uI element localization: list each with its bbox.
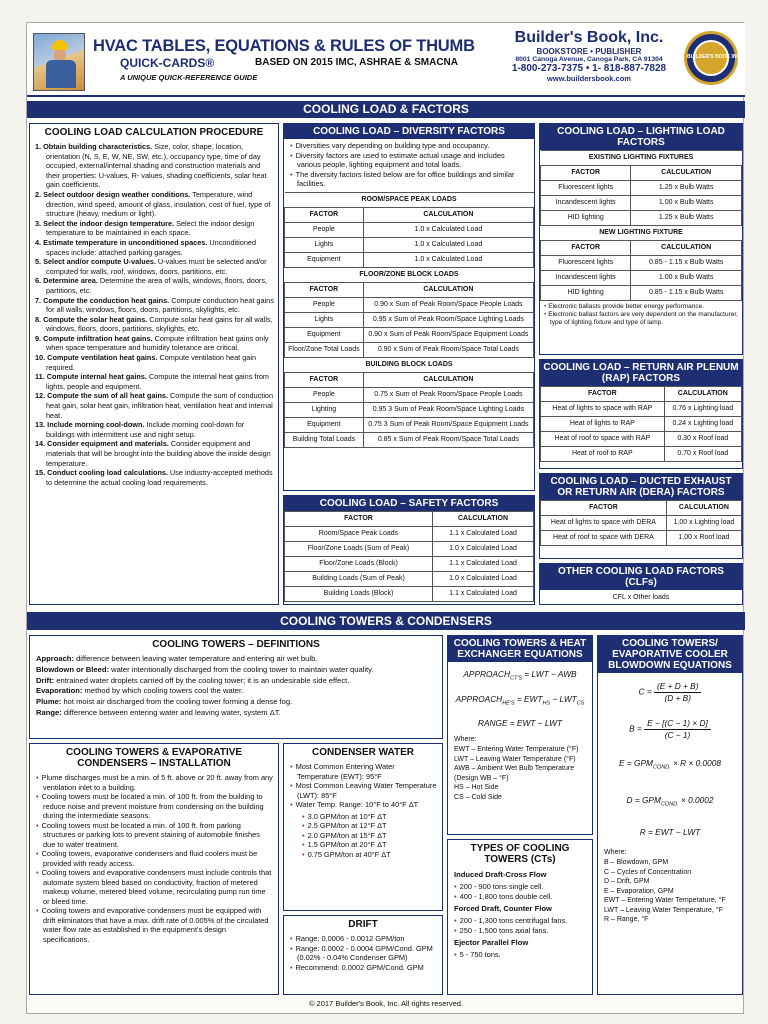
factor-cell: Lights	[285, 237, 364, 252]
legend-item: R – Range, °F	[604, 916, 649, 924]
procedure-step-heading: 7. Compute the conduction heat gains.	[35, 295, 170, 305]
calculation-cell: 1.0 x Calculated Load	[363, 252, 533, 267]
group-heading: EXISTING LIGHTING FIXTURES	[541, 151, 742, 166]
calculation-cell: 1.1 x Calculated Load	[433, 557, 534, 572]
table-row	[285, 542, 534, 557]
legend-item: LWT – Leaving Water Temperature, °F	[604, 906, 723, 914]
quick-cards-label: QUICK-CARDS®	[120, 56, 215, 70]
publisher-address: 8001 Canoga Avenue, Canoga Park, CA 91304	[515, 56, 663, 63]
table-row	[285, 572, 534, 587]
procedure-title: COOLING LOAD CALCULATION PROCEDURE	[44, 127, 264, 138]
table-row	[541, 402, 742, 417]
factor-cell: Incandescent lights	[541, 196, 631, 211]
condenser-bullets	[284, 760, 442, 810]
lighting-table	[540, 150, 742, 301]
table-row	[541, 181, 742, 196]
table-row	[541, 256, 742, 271]
technician-photo	[33, 33, 85, 91]
condenser-bullet: • Most Common Leaving Water Temperature (LWT): 85°F	[288, 781, 438, 800]
calculation-cell: 0.30 x Roof load	[664, 432, 741, 447]
definition-text: difference between entering water and leaving water, system ΔT.	[61, 707, 281, 717]
procedure-step	[35, 190, 274, 219]
types-ejector-list	[448, 948, 592, 960]
hx-legend: Where: EWT – Entering Water Temperature (°F) LWT – Leaving Water Temperature (°F) AWB – Ambient Wet Bulb Temperature (Design WB – °F) HS – Hot Side CS – Cold Side	[448, 729, 592, 802]
definition-text: method by which cooling towers cool the water.	[82, 686, 244, 696]
publisher-website[interactable]: www.buildersbook.com	[547, 74, 631, 83]
procedure-step	[35, 353, 274, 372]
definition-item	[36, 654, 436, 665]
factor-cell: Incandescent lights	[541, 271, 631, 286]
procedure-step-text: U-values must be selected and/or computed for walls, roof, windows, doors, partitions, etc.	[46, 257, 267, 276]
group-heading: FLOOR/ZONE BLOCK LOADS	[285, 267, 534, 282]
lighting-box	[539, 123, 743, 355]
diversity-title: COOLING LOAD – DIVERSITY FACTORS	[284, 124, 534, 139]
procedure-step-text: Size, color, shape, location, orientation (N, S, E, W, NE, SW, etc.), occupancy type, time of day occupied, external/internal shading and construction materials and their properties: U-values, R- values, shading coefficients, solar heat gain coefficients.	[46, 142, 267, 190]
table-row	[541, 271, 742, 286]
definition-term: Approach:	[36, 654, 74, 663]
lighting-note: • Electronic ballast factors are very dependent on the manufacturer, type of lighting fixture and type of lamp.	[543, 311, 739, 327]
dera-box	[539, 473, 743, 559]
procedure-box	[29, 123, 279, 605]
table-row	[285, 432, 534, 447]
type-item: • 200 - 900 tons single cell.	[452, 882, 588, 892]
legend-item: D – Drift, GPM	[604, 878, 650, 886]
factor-cell: Floor/Zone Loads (Block)	[285, 557, 433, 572]
condenser-bullet: • Water Temp. Range: 10°F to 40°F ΔT	[288, 800, 438, 810]
procedure-step-heading: 10. Compute ventilation heat gains.	[35, 353, 158, 363]
safety-box	[283, 495, 535, 605]
calculation-cell: 0.85 - 1.15 x Bulb Watts	[631, 286, 742, 301]
flow-rate-item: • 3.0 GPM/ton at 10°F ΔT	[300, 812, 438, 822]
procedure-step	[35, 391, 274, 420]
col-header-calculation: CALCULATION	[433, 512, 534, 527]
evaporation-equation: $E = GPM_{COND.} \times R \times 0.0008$	[619, 758, 721, 771]
drift-bullet: • Range: 0.0002 - 0.0004 GPM/Cond. GPM (0.02% - 0.04% Condenser GPM)	[288, 944, 438, 963]
definition-term: Evaporation:	[36, 686, 83, 696]
factor-cell: Floor/Zone Loads (Sum of Peak)	[285, 542, 433, 557]
lighting-note: • Electronic ballasts provide better energy performance.	[543, 303, 739, 311]
procedure-step-text: Compute the internal heat gains from lights, people and equipment.	[46, 372, 270, 391]
flow-rate-item: • 1.5 GPM/ton at 20°F ΔT	[300, 840, 438, 850]
procedure-step-text: Determine the area of walls, windows, floors, doors, partitions, etc.	[46, 276, 267, 295]
table-row	[285, 342, 534, 357]
condenser-bullet: • Most Common Entering Water Temperature (EWT): 95°F	[288, 762, 438, 781]
legend-item: HS – Hot Side	[454, 784, 499, 792]
col-header-calculation: CALCULATION	[363, 282, 533, 297]
factor-cell: Equipment	[285, 417, 364, 432]
legend-item: B – Blowdown, GPM	[604, 858, 669, 866]
types-forced-list	[448, 914, 592, 935]
procedure-step-text: Include morning cool-down for buildings with intermittent use and night setup.	[46, 420, 245, 439]
procedure-step	[35, 238, 274, 257]
types-box	[447, 839, 593, 995]
definition-text: entrained water droplets carried off by the cooling tower; it is an undesirable side effect.	[54, 675, 350, 685]
procedure-step-text: Compute conduction heat gains for all walls, windows, floors, doors, partitions, skylights, etc.	[46, 295, 274, 315]
installation-bullet: • Cooling towers, evaporative condensers and fluid coolers must be provided with ready access.	[34, 849, 274, 868]
table-row	[285, 312, 534, 327]
procedure-step-heading: 5. Select and/or compute U-values.	[35, 257, 156, 267]
procedure-step-heading: 13. Include morning cool-down.	[35, 420, 145, 430]
approach-ct-equation: $APPROACH_{CT'S}$ = LWT − AWB	[463, 669, 577, 682]
calculation-cell: 1.00 x Bulb Watts	[631, 196, 742, 211]
procedure-step-heading: 14. Consider equipment and materials.	[35, 439, 169, 449]
installation-title: COOLING TOWERS & EVAPORATIVE CONDENSERS – INSTALLATION	[65, 747, 243, 769]
legend-item: C – Cycles of Concentration	[604, 868, 692, 876]
diversity-bullet: • Diversities vary depending on building type and occupancy.	[288, 141, 530, 151]
calculation-cell: 1.0 x Calculated Load	[363, 222, 533, 237]
procedure-step-text: Compute infiltration heat gains only when space temperature and humidity tolerance are critical.	[46, 333, 269, 353]
approach-he-equation: $APPROACH_{HE'S} = EWT_{HS} - LWT_{CS}$	[455, 693, 585, 707]
definition-text: water intentionally discharged from the cooling tower to maintain water quality.	[108, 664, 374, 674]
factor-cell: Lights	[285, 312, 364, 327]
group-heading: ROOM/SPACE PEAK LOADS	[285, 192, 534, 207]
procedure-step	[35, 276, 274, 295]
factor-cell: Building Total Loads	[285, 432, 364, 447]
procedure-step	[35, 257, 274, 276]
table-row	[285, 402, 534, 417]
procedure-step-heading: 9. Compute infiltration heat gains.	[35, 333, 153, 343]
procedure-step-text: Consider equipment and materials that will be brought into the building above the inside design temperature.	[46, 439, 271, 468]
calculation-cell: 1.0 x Calculated Load	[433, 542, 534, 557]
condenser-title: CONDENSER WATER	[311, 747, 415, 758]
diversity-bullet: • Diversity factors are used to estimate actual usage and includes various people, lighting equipment and total loads.	[288, 151, 530, 170]
definition-term: Blowdown or Bleed:	[36, 664, 109, 674]
drift-bullet: • Range: 0.0006 - 0.0012 GPM/ton	[288, 934, 438, 944]
table-row	[285, 297, 534, 312]
installation-box	[29, 743, 279, 995]
procedure-step-heading: 11. Compute internal heat gains.	[35, 372, 147, 382]
col-header-calculation: CALCULATION	[363, 372, 533, 387]
procedure-step-text: Use industry-accepted methods to determine the actual cooling load requirements.	[46, 468, 273, 487]
installation-bullets	[30, 771, 278, 944]
calculation-cell: 1.25 x Bulb Watts	[631, 181, 742, 196]
calculation-cell: 0.90 x Sum of Peak Room/Space Total Loads	[363, 342, 533, 357]
definition-item	[36, 697, 436, 708]
publisher-name: Builder's Book, Inc.	[514, 29, 664, 46]
table-row	[285, 417, 534, 432]
col-header-factor: FACTOR	[285, 372, 364, 387]
clf-text: CFL x Other loads	[612, 594, 670, 601]
procedure-step-heading: 1. Obtain building characteristics.	[35, 142, 153, 151]
procedure-step	[35, 372, 274, 391]
diversity-bullets	[284, 139, 534, 189]
publisher-phone: 1-800-273-7375 • 1- 818-887-7828	[511, 63, 667, 74]
procedure-step	[35, 315, 274, 334]
col-header-factor: FACTOR	[541, 387, 665, 402]
tagline: A UNIQUE QUICK-REFERENCE GUIDE	[120, 73, 258, 82]
calculation-cell: 0.85 - 1.15 x Bulb Watts	[631, 256, 742, 271]
table-row	[285, 222, 534, 237]
calculation-cell: 1.00 x Lighting load	[666, 516, 741, 531]
procedure-step-heading: 8. Compute the solar heat gains.	[35, 314, 148, 324]
procedure-step-heading: 6. Determine area.	[35, 276, 98, 286]
factor-cell: HID lighting	[541, 286, 631, 301]
definition-item	[36, 665, 436, 676]
diversity-box	[283, 123, 535, 491]
definition-text: difference between leaving water temperature and entering air wet bulb.	[73, 654, 318, 663]
definitions-title: COOLING TOWERS – DEFINITIONS	[152, 639, 320, 650]
table-row	[541, 196, 742, 211]
procedure-step-text: Compute solar heat gains for all walls, windows, floors, doors, partitions, skylights, etc.	[46, 314, 273, 334]
blowdown-title: COOLING TOWERS/ EVAPORATIVE COOLER BLOWDOWN EQUATIONS	[598, 636, 742, 673]
flow-rate-item: • 2.0 GPM/ton at 15°F ΔT	[300, 831, 438, 841]
calculation-cell: 0.70 x Roof load	[664, 447, 741, 462]
publisher-block	[499, 29, 679, 83]
dera-table	[540, 500, 742, 546]
legend-item: EWT – Entering Water Temperature (°F)	[454, 745, 579, 753]
procedure-step	[35, 219, 274, 238]
types-ejector-heading: Ejector Parallel Flow	[454, 938, 529, 947]
calculation-cell: 1.00 x Bulb Watts	[631, 271, 742, 286]
col-header-calculation: CALCULATION	[631, 241, 742, 256]
blowdown-box	[597, 635, 743, 995]
condenser-box	[283, 743, 443, 911]
definitions-box	[29, 635, 443, 739]
legend-item: CS – Cold Side	[454, 793, 502, 801]
publisher-seal-logo: BUILDER'S BOOK INC.	[684, 31, 738, 85]
types-forced-heading: Forced Draft, Counter Flow	[454, 904, 552, 913]
procedure-step	[35, 468, 274, 487]
calculation-cell: 0.85 x Sum of Peak Room/Space Total Loads	[363, 432, 533, 447]
definition-item	[36, 708, 436, 719]
definition-term: Drift:	[36, 675, 55, 685]
diversity-bullet: • The diversity factors listed below are for office buildings and similar facilities.	[288, 170, 530, 189]
legend-item: LWT – Leaving Water Temperature (°F)	[454, 755, 576, 763]
col-header-calculation: CALCULATION	[664, 387, 741, 402]
range-equation: RANGE = EWT − LWT	[477, 718, 563, 729]
types-title: TYPES OF COOLING TOWERS (CTs)	[470, 843, 570, 865]
procedure-step-text: Compute the sum of conduction heat gain, solar heat gain, infiltration heat, ventilation heat and internal heat.	[46, 391, 274, 420]
procedure-step-heading: 4. Estimate temperature in unconditioned spaces.	[35, 237, 208, 247]
calculation-cell: 0.95 x Sum of Peak Room/Space Lighting Loads	[363, 312, 533, 327]
table-row	[285, 327, 534, 342]
header	[27, 23, 745, 97]
col-header-factor: FACTOR	[541, 166, 631, 181]
calculation-cell: 1.0 x Calculated Load	[433, 572, 534, 587]
calculation-cell: 0.24 x Lighting load	[664, 417, 741, 432]
table-row	[285, 237, 534, 252]
flow-rate-item: • 0.75 GPM/ton at 40°F ΔT	[300, 850, 438, 860]
publisher-sub: BOOKSTORE • PUBLISHER	[536, 47, 642, 56]
table-row	[541, 432, 742, 447]
definition-term: Plume:	[36, 697, 62, 707]
cycles-equation: C = $\frac{(E + D + B)}{(D + B)}$	[598, 681, 742, 704]
based-on-label: BASED ON 2015 IMC, ASHRAE & SMACNA	[255, 57, 458, 68]
rap-table	[540, 386, 742, 462]
definition-item	[36, 676, 436, 687]
calculation-cell: 0.75 3 Sum of Peak Room/Space Equipment Loads	[363, 417, 533, 432]
definitions-list	[30, 652, 442, 719]
section-cooling-load: COOLING LOAD & FACTORS	[27, 101, 745, 118]
factor-cell: Lighting	[285, 402, 364, 417]
factor-cell: Heat of lights to space with RAP	[541, 402, 665, 417]
col-header-calculation: CALCULATION	[631, 166, 742, 181]
calculation-cell: 1.1 x Calculated Load	[433, 587, 534, 602]
calculation-cell: 0.90 x Sum of Peak Room/Space Equipment Loads	[363, 327, 533, 342]
table-row	[541, 286, 742, 301]
safety-table	[284, 511, 534, 602]
procedure-step	[35, 420, 274, 439]
group-heading: BUILDING BLOCK LOADS	[285, 357, 534, 372]
rap-box	[539, 359, 743, 469]
installation-bullet: • Cooling towers must be located a min. of 100 ft. from the building to reduce noise and prevent moisture from condensing on the building during the intermediate seasons.	[34, 792, 274, 821]
table-row	[541, 211, 742, 226]
section-cooling-towers: COOLING TOWERS & CONDENSERS	[27, 612, 745, 630]
procedure-step	[35, 439, 274, 468]
table-row	[541, 417, 742, 432]
hx-box	[447, 635, 593, 835]
table-row	[285, 557, 534, 572]
col-header-factor: FACTOR	[285, 512, 433, 527]
dera-title: COOLING LOAD – DUCTED EXHAUST OR RETURN AIR (DERA) FACTORS	[540, 474, 742, 500]
procedure-step-text: Compute ventilation heat gain required.	[46, 353, 257, 372]
calculation-cell: 1.25 x Bulb Watts	[631, 211, 742, 226]
flow-rate-item: • 2.5 GPM/ton at 12°F ΔT	[300, 821, 438, 831]
lighting-notes	[540, 301, 742, 327]
procedure-step-text: Select the indoor design temperature to be maintained in each space.	[46, 218, 255, 238]
factor-cell: Heat of roof to space with RAP	[541, 432, 665, 447]
safety-title: COOLING LOAD – SAFETY FACTORS	[284, 496, 534, 511]
drift-title: DRIFT	[348, 919, 378, 930]
procedure-step-text: Unconditioned spaces include: attached parking garages.	[46, 237, 257, 257]
quick-card	[26, 22, 744, 1014]
factor-cell: Equipment	[285, 252, 364, 267]
drift-bullets	[284, 932, 442, 972]
clf-box	[539, 563, 743, 605]
legend-item: AWB – Ambient Wet Bulb Temperature (Design WB – °F)	[454, 765, 575, 782]
factor-cell: Building Loads (Block)	[285, 587, 433, 602]
procedure-step-heading: 15. Conduct cooling load calculations.	[35, 468, 168, 478]
legend-item: EWT – Entering Water Temperature, °F	[604, 897, 726, 905]
drift-equation: $D = GPM_{COND.} \times 0.0002$	[626, 794, 714, 808]
procedure-step	[35, 334, 274, 353]
factor-cell: Heat of roof to space with DERA	[541, 531, 667, 546]
table-row	[541, 447, 742, 462]
calculation-cell: 1.1 x Calculated Load	[433, 527, 534, 542]
factor-cell: People	[285, 297, 364, 312]
types-induced-heading: Induced Draft-Cross Flow	[454, 870, 547, 879]
diversity-table	[284, 192, 534, 448]
col-header-factor: FACTOR	[285, 207, 364, 222]
factor-cell: Heat of roof to RAP	[541, 447, 665, 462]
table-row	[541, 531, 742, 546]
procedure-step	[35, 296, 274, 315]
factor-cell: Building Loads (Sum of Peak)	[285, 572, 433, 587]
calculation-cell: 0.76 x Lighting load	[664, 402, 741, 417]
procedure-step-heading: 3. Select the indoor design temperature.	[35, 218, 175, 228]
definition-text: hot moist air discharged from the cooling tower forming a dense fog.	[61, 697, 293, 707]
col-header-factor: FACTOR	[541, 241, 631, 256]
group-heading: NEW LIGHTING FIXTURE	[541, 226, 742, 241]
calculation-cell: 0.75 x Sum of Peak Room/Space People Loads	[363, 387, 533, 402]
type-item: • 200 - 1,300 tons centrifugal fans.	[452, 916, 588, 926]
table-row	[285, 587, 534, 602]
calculation-cell: 1.0 x Calculated Load	[363, 237, 533, 252]
page-title: HVAC TABLES, EQUATIONS & RULES OF THUMB	[93, 37, 475, 55]
table-row	[285, 252, 534, 267]
copyright: © 2017 Builder's Book, Inc. All rights reserved.	[308, 999, 464, 1008]
procedure-step-heading: 2. Select outdoor design weather conditions.	[35, 189, 191, 199]
col-header-calculation: CALCULATION	[363, 207, 533, 222]
col-header-calculation: CALCULATION	[666, 501, 741, 516]
type-item: • 400 - 1,800 tons double cell.	[452, 892, 588, 902]
blowdown-legend: Where: B – Blowdown, GPM C – Cycles of Concentration D – Drift, GPM E – Evaporation, GPM EWT – Entering Water Temperature, °F LWT – Leaving Water Temperature, °F R – Range, °F	[598, 838, 742, 925]
factor-cell: Room/Space Peak Loads	[285, 527, 433, 542]
calculation-cell: 0.90 x Sum of Peak Room/Space People Loads	[363, 297, 533, 312]
factor-cell: People	[285, 222, 364, 237]
definition-item	[36, 686, 436, 697]
factor-cell: Fluorescent lights	[541, 181, 631, 196]
range-equation-2: R = EWT − LWT	[639, 827, 701, 838]
rap-title: COOLING LOAD – RETURN AIR PLENUM (RAP) FACTORS	[540, 360, 742, 386]
procedure-step-text: Temperature, wind direction, wind speed, amount of glass, insulation, cost of fuel, type of structure (heavy, medium or light).	[46, 189, 271, 219]
drift-box	[283, 915, 443, 995]
factor-cell: Equipment	[285, 327, 364, 342]
factor-cell: Floor/Zone Total Loads	[285, 342, 364, 357]
lighting-title: COOLING LOAD – LIGHTING LOAD FACTORS	[540, 124, 742, 150]
col-header-factor: FACTOR	[285, 282, 364, 297]
definition-term: Range:	[36, 707, 62, 717]
calculation-cell: 1.00 x Roof load	[666, 531, 741, 546]
installation-bullet: • Cooling towers must be located a min. of 100 ft. from parking structures or parking lots to prevent staining of automobile finishes due to water treatment.	[34, 821, 274, 850]
factor-cell: People	[285, 387, 364, 402]
types-induced-list	[448, 880, 592, 901]
hx-title: COOLING TOWERS & HEAT EXCHANGER EQUATIONS	[448, 636, 592, 662]
condenser-flow-rates	[284, 810, 442, 860]
installation-bullet: • Cooling towers and evaporative condensers must be equipped with drift eliminators that have a max. drift rate of 0.005% of the circulated water flow rate as established in the equipment's design specifications.	[34, 906, 274, 944]
factor-cell: Fluorescent lights	[541, 256, 631, 271]
col-header-factor: FACTOR	[541, 501, 667, 516]
table-row	[541, 516, 742, 531]
type-item: • 250 - 1,500 tons axial fans.	[452, 926, 588, 936]
procedure-list	[30, 140, 278, 487]
type-item: • 5 - 750 tons.	[452, 950, 588, 960]
factor-cell: Heat of lights to space with DERA	[541, 516, 667, 531]
procedure-step	[35, 142, 274, 190]
drift-bullet: • Recommend: 0.0002 GPM/Cond. GPM	[288, 963, 438, 973]
table-row	[285, 527, 534, 542]
factor-cell: HID lighting	[541, 211, 631, 226]
factor-cell: Heat of lights to RAP	[541, 417, 665, 432]
procedure-step-heading: 12. Compute the sum of all heat gains.	[35, 391, 168, 401]
calculation-cell: 0.95 3 Sum of Peak Room/Space Lighting Loads	[363, 402, 533, 417]
clf-title: OTHER COOLING LOAD FACTORS (CLFs)	[540, 564, 742, 590]
table-row	[285, 387, 534, 402]
legend-item: E – Evaporation, GPM	[604, 887, 674, 895]
installation-bullet: • Plume discharges must be a min. of 5 ft. above or 20 ft. away from any ventilation inlet to a building.	[34, 773, 274, 792]
installation-bullet: • Cooling towers and evaporative condensers must include controls that automate system bleed based on conductivity, fraction of metered makeup volume, metered bleed volume, recirculating pump run time or bleed time.	[34, 868, 274, 906]
blowdown-equation: B = $\frac{E - [(C - 1) \times D]}{(C - 1)}$	[598, 718, 742, 741]
